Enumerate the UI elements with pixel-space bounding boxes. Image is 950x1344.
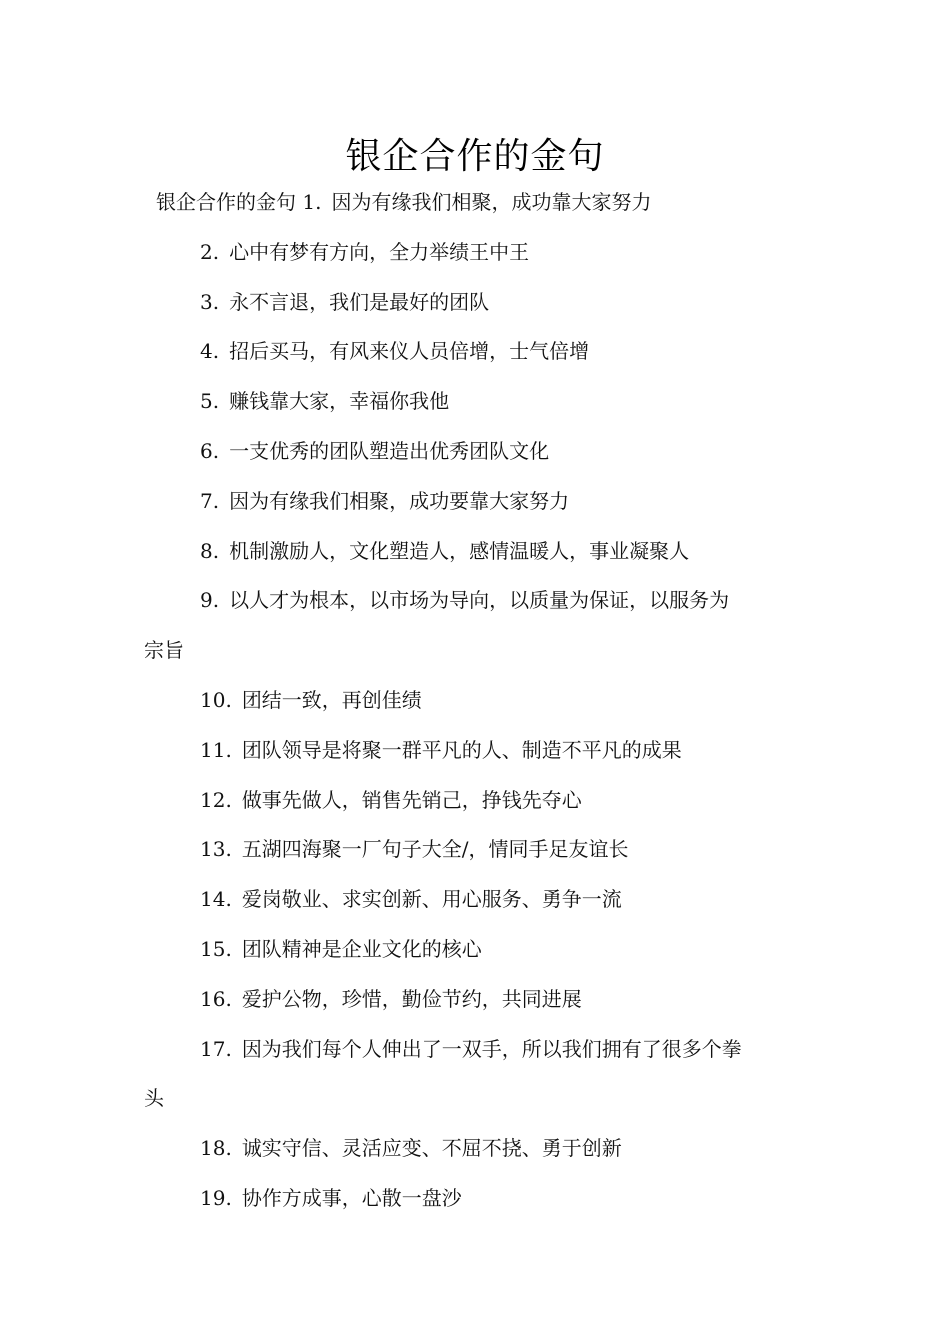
item-number: 18. — [200, 1136, 232, 1161]
item-number: 10. — [200, 687, 232, 712]
item-text-continuation: 头 — [144, 1086, 164, 1111]
list-item — [144, 776, 808, 826]
item-number: 13. — [200, 837, 232, 862]
list-item — [144, 427, 808, 477]
item-number: 16. — [200, 986, 232, 1011]
list-item — [144, 1174, 808, 1224]
list-item — [144, 1124, 808, 1174]
list-item — [144, 278, 808, 328]
item-number: 19. — [200, 1185, 232, 1210]
item-number: 8. — [200, 538, 220, 563]
item-text: 协作方成事，心散一盘沙 — [241, 1185, 462, 1210]
item-number: 3. — [200, 289, 220, 314]
list-item — [144, 576, 808, 626]
item-number: 5. — [200, 389, 220, 414]
item-text: 赚钱靠大家，幸福你我他 — [229, 389, 450, 414]
list-item — [144, 825, 808, 875]
item-text: 做事先做人，销售先销己，挣钱先夺心 — [241, 787, 582, 812]
intro-prefix: 银企合作的金句 — [156, 190, 296, 214]
item-number: 2. — [200, 239, 220, 264]
item-number: 6. — [200, 438, 220, 463]
item-text: 机制激励人，文化塑造人，感情温暖人，事业凝聚人 — [229, 538, 690, 563]
item-number: 1. — [302, 190, 322, 214]
item-number: 17. — [200, 1036, 232, 1061]
item-number: 4. — [200, 339, 220, 364]
list-item — [144, 726, 808, 776]
list-item — [144, 377, 808, 427]
list-item — [144, 1025, 808, 1075]
document-body — [144, 178, 808, 1224]
list-item — [144, 875, 808, 925]
document-title: 银企合作的金句 — [345, 136, 605, 177]
item-text: 因为有缘我们相聚，成功要靠大家努力 — [229, 488, 570, 513]
item-text: 永不言退，我们是最好的团队 — [229, 289, 490, 314]
list-item — [144, 327, 808, 377]
item-text: 团结一致，再创佳绩 — [241, 687, 422, 712]
list-item — [144, 676, 808, 726]
list-item-continuation — [144, 1074, 808, 1124]
item-text: 因为有缘我们相聚，成功靠大家努力 — [331, 190, 652, 214]
list-item-continuation — [144, 626, 808, 676]
list-item — [144, 178, 808, 228]
item-text: 爱岗敬业、求实创新、用心服务、勇争一流 — [241, 887, 622, 912]
item-text-continuation: 宗旨 — [144, 638, 184, 663]
item-number: 15. — [200, 936, 232, 961]
list-item — [144, 228, 808, 278]
item-text: 诚实守信、灵活应变、不屈不挠、勇于创新 — [241, 1136, 622, 1161]
item-number: 11. — [200, 737, 232, 762]
list-item — [144, 975, 808, 1025]
item-number: 14. — [200, 887, 232, 912]
item-text: 爱护公物，珍惜，勤俭节约，共同进展 — [241, 986, 582, 1011]
item-number: 12. — [200, 787, 232, 812]
item-number: 9. — [200, 588, 220, 613]
item-text: 一支优秀的团队塑造出优秀团队文化 — [229, 438, 550, 463]
item-text: 因为我们每个人伸出了一双手，所以我们拥有了很多个拳 — [241, 1036, 742, 1061]
item-text: 团队领导是将聚一群平凡的人、制造不平凡的成果 — [241, 737, 682, 762]
list-item — [144, 925, 808, 975]
item-text: 以人才为根本，以市场为导向，以质量为保证，以服务为 — [229, 588, 730, 613]
item-text: 心中有梦有方向，全力举绩王中王 — [229, 239, 530, 264]
item-number: 7. — [200, 488, 220, 513]
list-item — [144, 477, 808, 527]
item-text: 团队精神是企业文化的核心 — [241, 936, 482, 961]
list-item — [144, 527, 808, 577]
item-text: 五湖四海聚一厂句子大全/，情同手足友谊长 — [241, 837, 629, 862]
item-text: 招后买马，有风来仪人员倍增，士气倍增 — [229, 339, 590, 364]
